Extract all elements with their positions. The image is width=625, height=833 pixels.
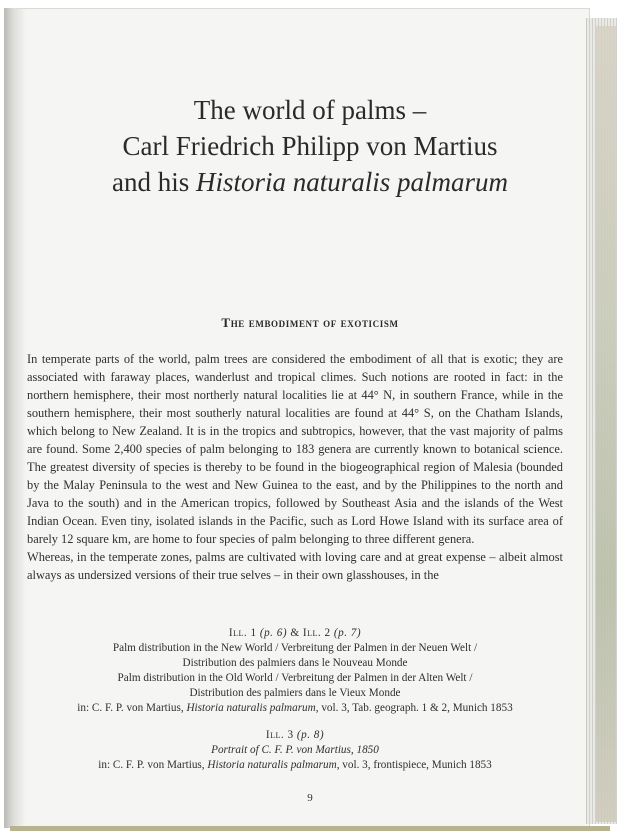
caption-gap: [27, 716, 563, 728]
caption-source-1-pre: in: C. F. P. von Martius,: [77, 702, 187, 714]
caption-ref-3: [27, 728, 563, 743]
title-line-1: The world of palms –: [193, 95, 427, 125]
page-title: [30, 92, 590, 200]
next-page-illustration-edge: [596, 26, 616, 822]
caption-line: Distribution des palmiers dans le Nouveau Monde: [182, 657, 408, 669]
caption-ref-3-page: (p. 8): [296, 729, 325, 741]
caption-source-2: [27, 758, 563, 773]
title-line-3: [30, 164, 590, 200]
caption-ref-3-label: Ill. 3: [265, 729, 297, 741]
title-line-3-plain: and his: [111, 167, 196, 197]
caption-line: Palm distribution in the Old World / Verbreitung der Palmen in der Alten Welt /: [117, 672, 473, 684]
paragraph-1: In temperate parts of the world, palm trees are considered the embodiment of all that is exotic; they are associated with faraway places, wanderlust and tropical climes. Such notions are rooted in fact: in the northern hemisphere, their most northerly natural localities lie at 44° N, in southern France, while in the southern hemisphere, their most southerly natural localities are found at 44° S, on the Chatham Islands, which belong to New Zealand. It is in the tropics and subtropics, however, that the vast majority of palms are found. Some 2,400 species of palm belonging to 183 genera are currently known to botanical science. The greatest diversity of species is thereby to be found in the biogeographical region of Malesia (bounded by the Malay Peninsula to the west and New Guinea to the east, and by the Philippines to the north and Java to the south) and in the American tropics, followed by Southeast Asia and the islands of the West Indian Ocean. Even tiny, isolated islands in the Pacific, such as Lord Howe Island with its surface area of barely 12 square km, are home to four species of palm belonging to three different genera.: [27, 352, 563, 546]
caption-ref-2-page: (p. 7): [333, 627, 362, 639]
caption-ref-1-label: Ill. 1: [228, 627, 260, 639]
section-heading: The embodiment of exoticism: [221, 315, 399, 330]
title-line-2: Carl Friedrich Philipp von Martius: [122, 131, 498, 161]
caption-ref-2-label: & Ill. 2: [287, 627, 334, 639]
spine-shadow: [4, 8, 26, 828]
paragraph-2: Whereas, in the temperate zones, palms are cultivated with loving care and at great expense – albeit almost always as undersized versions of their true selves – in their own glasshouses, in the: [27, 550, 563, 582]
caption-line: Palm distribution in the New World / Verbreitung der Palmen in der Neuen Welt /: [112, 642, 478, 654]
caption-portrait: Portrait of C. F. P. von Martius, 1850: [211, 744, 379, 756]
caption-source-2-pre: in: C. F. P. von Martius,: [98, 759, 208, 771]
caption-ref-1: [27, 626, 563, 641]
caption-ref-1-page: (p. 6): [259, 627, 288, 639]
illustration-captions: [27, 626, 563, 773]
body-text: [27, 350, 563, 584]
caption-source-1-post: , vol. 3, Tab. geograph. 1 & 2, Munich 1853: [315, 702, 513, 714]
caption-source-1: [27, 701, 563, 716]
title-line-3-italic: Historia naturalis palmarum: [195, 167, 509, 197]
caption-source-1-italic: Historia naturalis palmarum: [186, 702, 316, 714]
bottom-edge: [10, 826, 610, 831]
caption-line: Distribution des palmiers dans le Vieux Monde: [189, 687, 401, 699]
caption-source-2-italic: Historia naturalis palmarum: [207, 759, 337, 771]
page-number: 9: [307, 792, 313, 804]
caption-source-2-post: , vol. 3, frontispiece, Munich 1853: [336, 759, 492, 771]
